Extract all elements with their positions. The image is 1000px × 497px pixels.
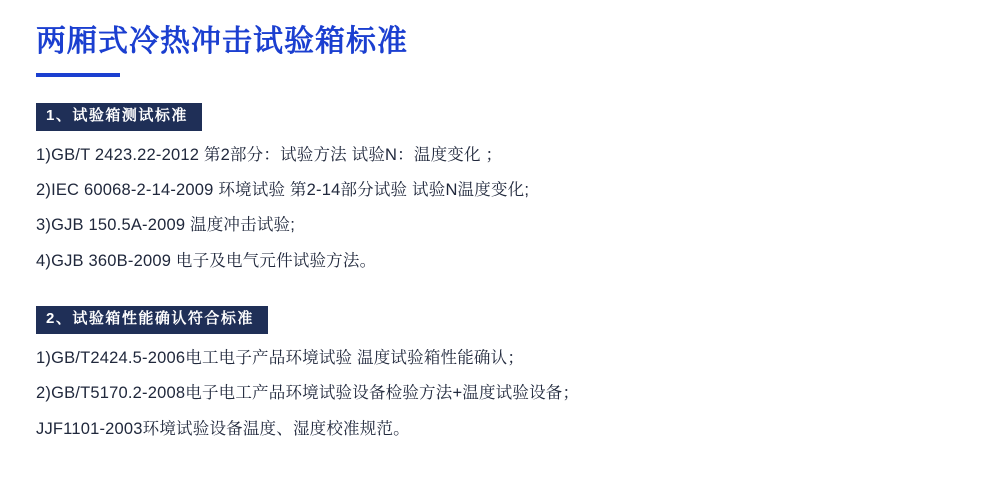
standard-line: 1)GB/T 2423.22-2012 第2部分：试验方法 试验N：温度变化 ； bbox=[36, 145, 503, 164]
standard-line: 4)GJB 360B-2009 电子及电气元件试验方法。 bbox=[36, 251, 377, 270]
section-heading-2: 2、试验箱性能确认符合标准 bbox=[36, 306, 268, 334]
section-test-standards bbox=[36, 103, 964, 272]
standard-line: 1)GB/T2424.5-2006电工电子产品环境试验 温度试验箱性能确认； bbox=[36, 348, 525, 367]
section-heading-1: 1、试验箱测试标准 bbox=[36, 103, 202, 131]
section-performance-standards bbox=[36, 306, 964, 440]
standard-line: 2)GB/T5170.2-2008电子电工产品环境试验设备检验方法+温度试验设备； bbox=[36, 384, 580, 403]
title-underline bbox=[36, 73, 120, 77]
standard-line: 3)GJB 150.5A-2009 温度冲击试验; bbox=[36, 216, 296, 235]
title-block bbox=[36, 0, 964, 77]
page-title: 两厢式冷热冲击试验箱标准 bbox=[36, 25, 408, 58]
section-body-1 bbox=[36, 145, 964, 273]
standard-line: JJF1101-2003环境试验设备温度、湿度校准规范。 bbox=[36, 419, 410, 438]
standard-line: 2)IEC 60068-2-14-2009 环境试验 第2-14部分试验 试验N温度变化; bbox=[36, 180, 530, 199]
section-body-2 bbox=[36, 348, 964, 440]
